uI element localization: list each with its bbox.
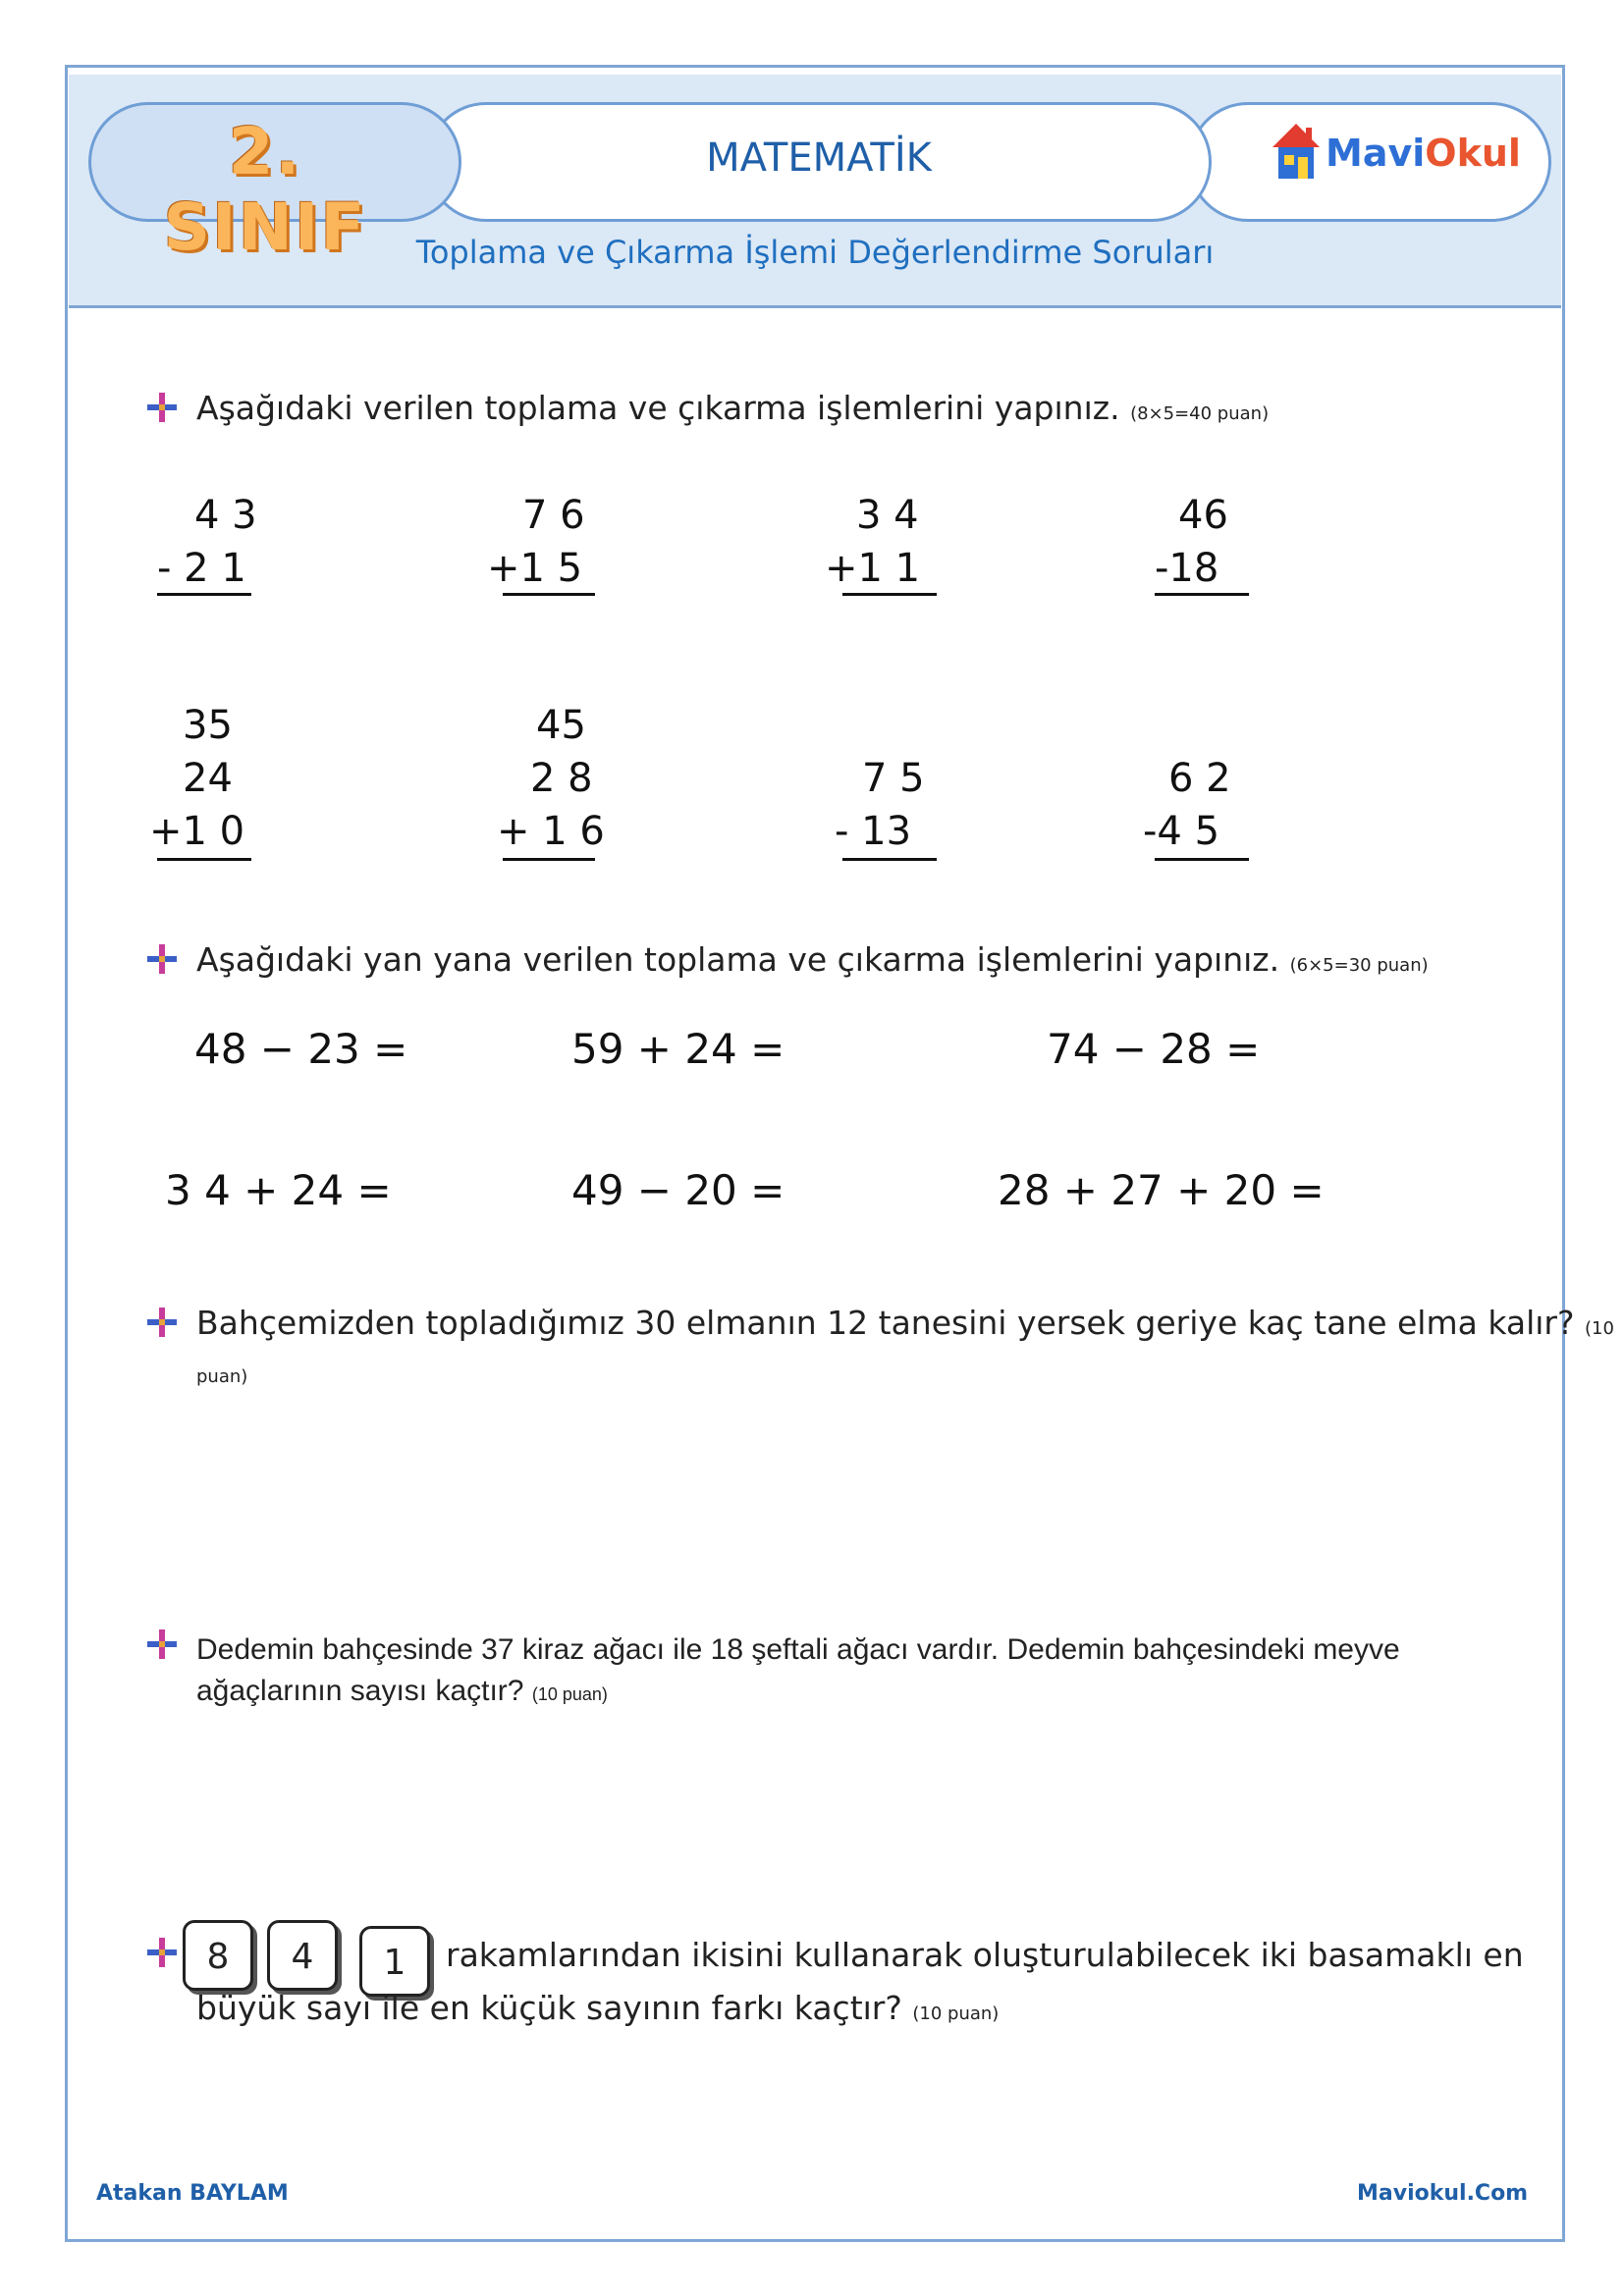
op4-line1: 46 xyxy=(1178,493,1228,538)
op7-line3: - 13 xyxy=(835,809,912,854)
op8-line3: -4 5 xyxy=(1143,809,1220,854)
q5-points: (10 puan) xyxy=(912,2003,1000,2024)
q2-points: (6×5=30 puan) xyxy=(1289,955,1429,976)
bullet-icon xyxy=(145,942,179,976)
op1-underline xyxy=(157,593,251,596)
q3-points-a: (10 xyxy=(1585,1318,1614,1339)
bullet-icon xyxy=(145,1936,179,1969)
q4-line1: Dedemin bahçesinde 37 kiraz ağacı ile 18 şeftali ağacı vardır. Dedemin bahçesindeki meyve xyxy=(196,1633,1400,1666)
q4-line2: ağaçlarının sayısı kaçtır? xyxy=(196,1675,524,1707)
q5-line2: büyük sayı ile en küçük sayının farkı kaçtır? xyxy=(196,1989,902,2027)
q4-line2-wrap xyxy=(196,1671,608,1715)
op3-underline xyxy=(842,593,937,596)
digit-box-8: 8 xyxy=(183,1920,253,1991)
q1-text: Aşağıdaki verilen toplama ve çıkarma işlemlerini yapınız. xyxy=(196,389,1120,427)
op6-underline xyxy=(503,858,595,861)
eq-4: 3 4 + 24 = xyxy=(165,1166,392,1214)
logo-wordmark xyxy=(1326,132,1521,175)
q5-line2-wrap xyxy=(196,1989,999,2027)
eq-5: 49 − 20 = xyxy=(571,1166,785,1214)
q5-line1: rakamlarından ikisini kullanarak oluşturulabilecek iki basamaklı en xyxy=(446,1936,1524,1974)
q3-question xyxy=(196,1304,1614,1342)
op5-line3: +1 0 xyxy=(149,809,245,854)
subtitle: Toplama ve Çıkarma İşlemi Değerlendirme Soruları xyxy=(415,234,1215,271)
grade-label: 2. SINIF xyxy=(163,114,367,265)
op5-line1: 35 xyxy=(183,703,233,748)
op7-underline xyxy=(842,858,937,861)
op8-line2: 6 2 xyxy=(1168,756,1231,801)
op6-line1: 45 xyxy=(536,703,586,748)
footer-author: Atakan BAYLAM xyxy=(96,2181,289,2206)
digit-box-4: 4 xyxy=(267,1920,338,1991)
eq-2: 59 + 24 = xyxy=(571,1025,785,1073)
op7-line2: 7 5 xyxy=(862,756,925,801)
op4-line2: -18 xyxy=(1155,546,1219,591)
logo-part-mavi: Mavi xyxy=(1326,132,1426,175)
footer-site-link[interactable]: Maviokul.Com xyxy=(1357,2181,1529,2206)
q4-points: (10 puan) xyxy=(531,1684,608,1704)
op4-underline xyxy=(1155,593,1249,596)
op6-line2: 2 8 xyxy=(530,756,593,801)
q3-points-b: puan) xyxy=(196,1366,248,1387)
q2-instruction xyxy=(196,940,1429,979)
op2-underline xyxy=(503,593,595,596)
digit-box-1: 1 xyxy=(359,1926,430,1997)
bullet-icon xyxy=(145,1306,179,1339)
op1-line1: 4 3 xyxy=(194,493,257,538)
eq-3: 74 − 28 = xyxy=(1047,1025,1261,1073)
q3-text: Bahçemizden topladığımız 30 elmanın 12 tanesini yersek geriye kaç tane elma kalır? xyxy=(196,1304,1575,1342)
op8-underline xyxy=(1155,858,1249,861)
op6-line3: + 1 6 xyxy=(497,809,605,854)
bullet-icon xyxy=(145,391,179,424)
op5-underline xyxy=(157,858,251,861)
bullet-icon xyxy=(145,1628,179,1661)
logo-part-okul: Okul xyxy=(1425,132,1521,175)
q2-text: Aşağıdaki yan yana verilen toplama ve çıkarma işlemlerini yapınız. xyxy=(196,940,1280,979)
op3-line1: 3 4 xyxy=(856,493,919,538)
op2-line2: +1 5 xyxy=(487,546,583,591)
op2-line1: 7 6 xyxy=(522,493,585,538)
op5-line2: 24 xyxy=(183,756,233,801)
q1-points: (8×5=40 puan) xyxy=(1130,403,1270,424)
q1-instruction xyxy=(196,389,1269,427)
subject-title: MATEMATİK xyxy=(706,135,932,181)
eq-1: 48 − 23 = xyxy=(194,1025,408,1073)
op1-line2: - 2 1 xyxy=(157,546,246,591)
op3-line2: +1 1 xyxy=(825,546,921,591)
eq-6: 28 + 27 + 20 = xyxy=(998,1166,1325,1214)
